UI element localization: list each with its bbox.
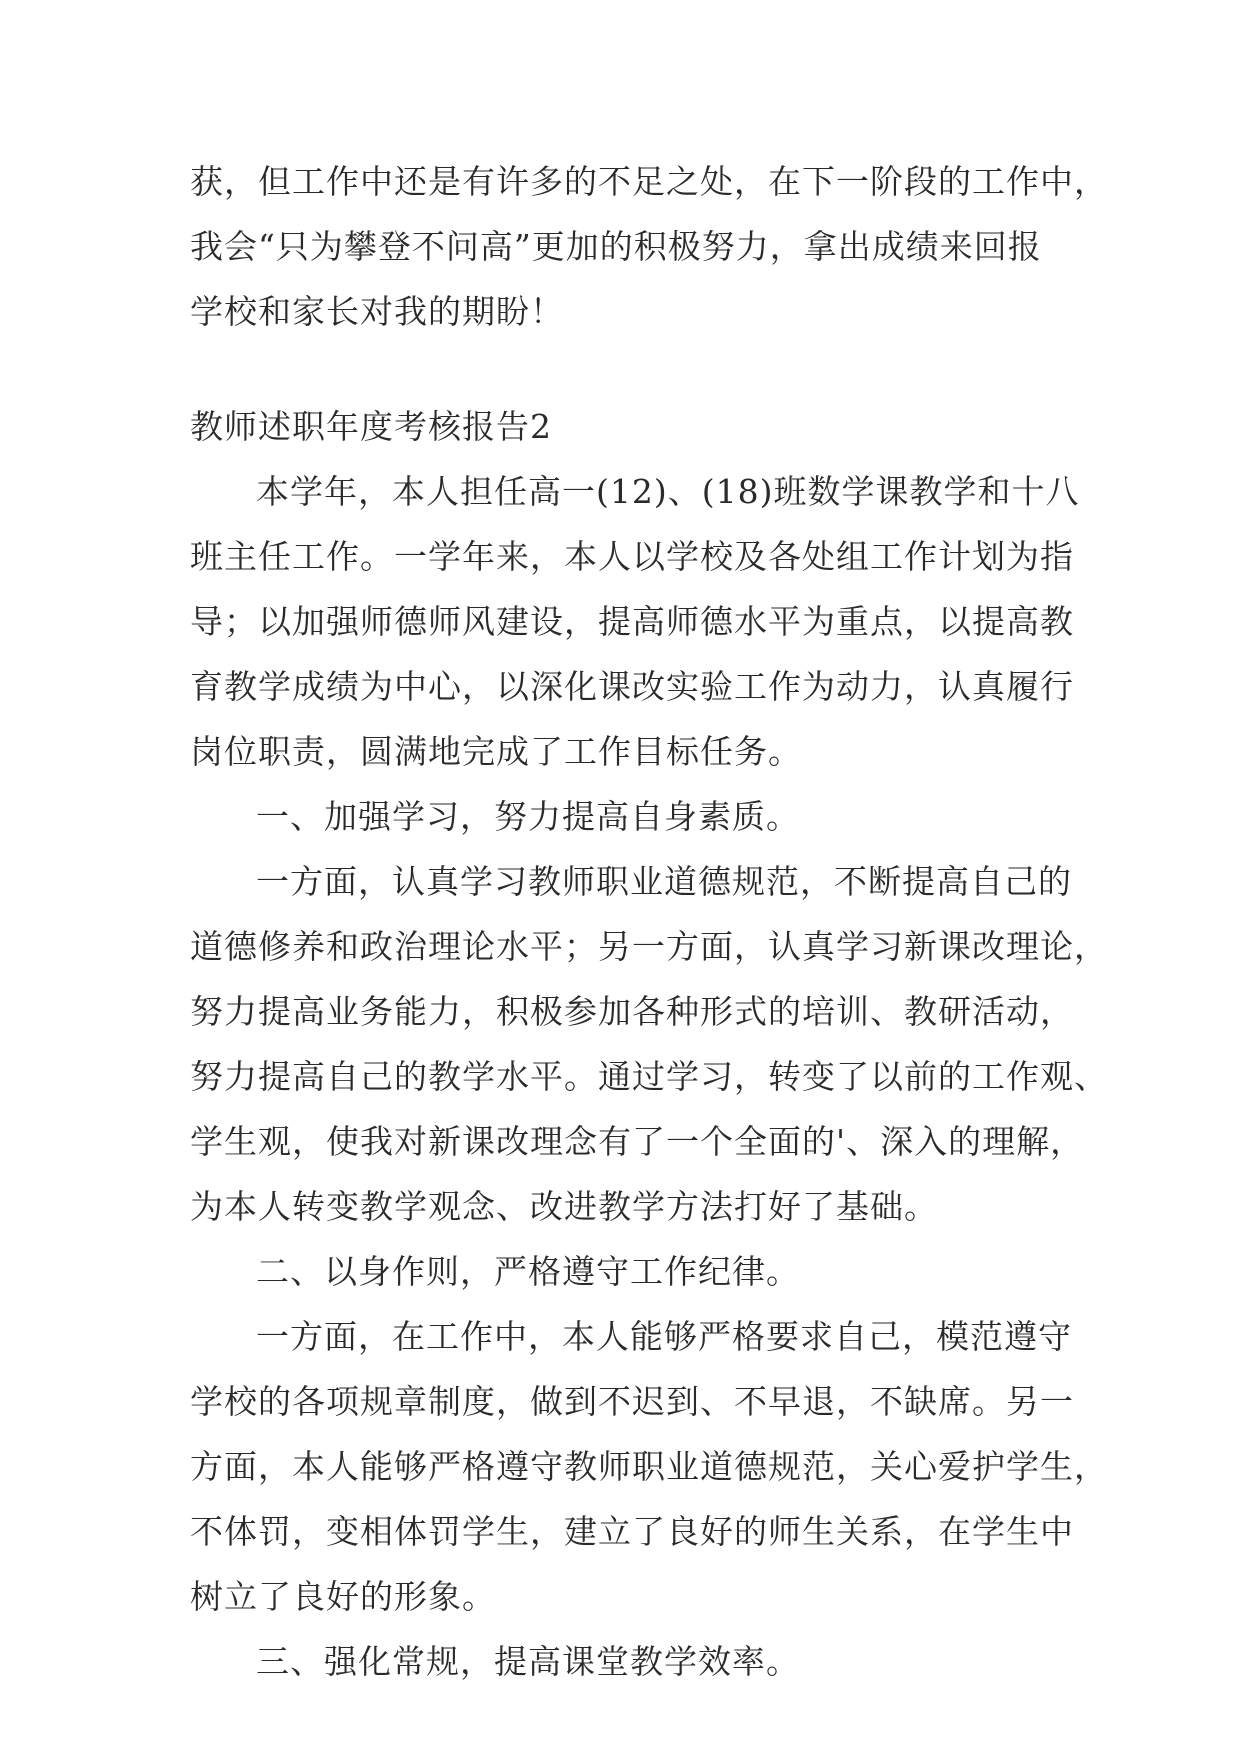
heading-line: 二、以身作则，严格遵守工作纪律。 [256,1252,800,1291]
heading-line: 三、强化常规，提高课堂教学效率。 [256,1642,800,1681]
paragraph-line: 努力提高业务能力，积极参加各种形式的培训、教研活动， [190,992,1074,1031]
paragraph-line: 树立了良好的形象。 [190,1577,496,1616]
paragraph-line: 一方面，认真学习教师职业道德规范，不断提高自己的 [256,862,1072,901]
paragraph-line: 学生观，使我对新课改理念有了一个全面的'、深入的理解， [190,1122,1085,1161]
paragraph-line: 获，但工作中还是有许多的不足之处，在下一阶段的工作中， [190,162,1108,201]
paragraph-line: 我会“只为攀登不问高”更加的积极努力，拿出成绩来回报 [190,227,1042,266]
paragraph-line: 方面，本人能够严格遵守教师职业道德规范，关心爱护学生， [190,1447,1108,1486]
paragraph-line: 学校的各项规章制度，做到不迟到、不早退，不缺席。另一 [190,1382,1074,1421]
paragraph-line: 学校和家长对我的期盼！ [190,292,564,331]
paragraph-line: 为本人转变教学观念、改进教学方法打好了基础。 [190,1187,938,1226]
section-title: 教师述职年度考核报告2 [190,407,552,446]
heading-line: 一、加强学习，努力提高自身素质。 [256,797,800,836]
paragraph-line: 岗位职责，圆满地完成了工作目标任务。 [190,732,802,771]
paragraph-line: 一方面，在工作中，本人能够严格要求自己，模范遵守 [256,1317,1072,1356]
paragraph-line: 育教学成绩为中心，以深化课改实验工作为动力，认真履行 [190,667,1074,706]
paragraph-line: 班主任工作。一学年来，本人以学校及各处组工作计划为指 [190,537,1074,576]
paragraph-line: 道德修养和政治理论水平；另一方面，认真学习新课改理论， [190,927,1108,966]
paragraph-line: 不体罚，变相体罚学生，建立了良好的师生关系，在学生中 [190,1512,1074,1551]
paragraph-line: 导；以加强师德师风建设，提高师德水平为重点，以提高教 [190,602,1074,641]
paragraph-line: 努力提高自己的教学水平。通过学习，转变了以前的工作观、 [190,1057,1108,1096]
paragraph-line: 本学年，本人担任高一(12)、(18)班数学课教学和十八 [256,472,1080,511]
